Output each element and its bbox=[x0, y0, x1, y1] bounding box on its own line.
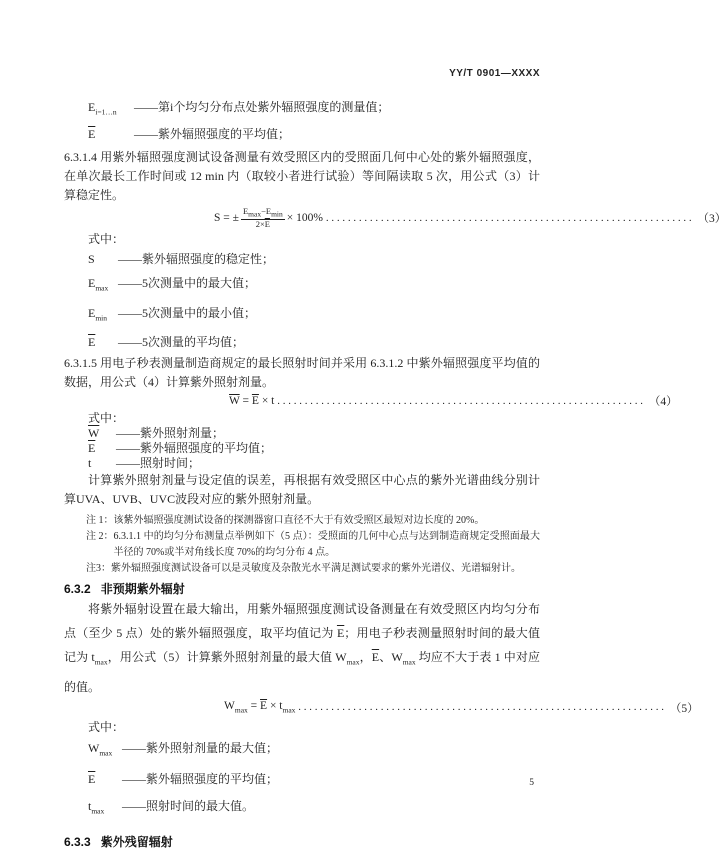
equals: = bbox=[239, 395, 252, 408]
symbol-e-i bbox=[88, 96, 134, 123]
document-body bbox=[64, 96, 726, 850]
symbol-letter: $\overline{E}$ bbox=[88, 127, 96, 142]
num-e1: E bbox=[242, 205, 249, 216]
definition-line bbox=[88, 456, 540, 471]
formula-number: （4） bbox=[648, 396, 678, 409]
symbol-e-max bbox=[88, 271, 118, 300]
definition-text: ——紫外照射剂量； bbox=[116, 426, 225, 441]
definition-line bbox=[88, 247, 540, 271]
e-bar: $\overline{E}$ bbox=[371, 650, 380, 665]
equals: = bbox=[247, 700, 261, 713]
definition-line bbox=[88, 123, 540, 146]
symbol-subscript: i=1…n bbox=[95, 107, 117, 117]
symbol-s bbox=[88, 247, 118, 271]
page-number: 5 bbox=[529, 778, 534, 788]
clause-6-3-1-5: 6.3.1.5 用电子秒表测量制造商规定的最长照射时间并采用 6.3.1.2 中紫外辐照强度平均值的数据，用公式（4）计算紫外照射剂量。 bbox=[64, 356, 540, 390]
symbol-subscript: max bbox=[99, 747, 113, 757]
t-max-subscript: max bbox=[94, 657, 108, 667]
symbol-t-max bbox=[88, 793, 122, 824]
definition-text: ——紫外照射剂量的最大值； bbox=[122, 740, 279, 755]
dot-leader: ................................................................... bbox=[325, 212, 695, 224]
e-bar: $\overline{E}$ bbox=[336, 626, 345, 641]
den-coef: 2× bbox=[255, 219, 265, 230]
definition-text: ——照射时间； bbox=[116, 456, 201, 471]
formula-lhs: S = ± bbox=[214, 212, 239, 225]
fraction-denominator bbox=[241, 220, 285, 230]
definition-line bbox=[88, 793, 540, 824]
symbol-letter: t bbox=[88, 798, 92, 813]
symbol-w-bar bbox=[88, 426, 116, 441]
definition-line bbox=[88, 735, 540, 766]
definition-text: ——照射时间的最大值。 bbox=[122, 798, 255, 813]
definition-text: ——紫外辐照强度的平均值； bbox=[134, 127, 291, 142]
note-1 bbox=[86, 513, 540, 529]
text-run: ；用电子秒表测量照射时间的最大值记为 t bbox=[64, 626, 540, 665]
symbol-letter: $\overline{E}$ bbox=[88, 335, 96, 350]
symbol-e-bar bbox=[88, 123, 134, 146]
symbol-letter: $\overline{W}$ bbox=[88, 426, 100, 441]
symbol-subscript: min bbox=[95, 313, 108, 323]
times-t: × t bbox=[267, 700, 283, 713]
w-max-subscript: max bbox=[402, 657, 416, 667]
symbol-letter: E bbox=[88, 305, 96, 320]
definition-line bbox=[88, 271, 540, 300]
formula-3 bbox=[64, 205, 726, 231]
note-text: 6.3.1.1 中的均匀分布测量点举例如下（5 点）：受照面的几何中心点与达到制造商规定受照面最大半径的 70%或半对角线长度 70%的均匀分布 4 点。 bbox=[113, 531, 540, 559]
symbol-letter: E bbox=[88, 276, 96, 291]
symbol-letter: t bbox=[88, 456, 92, 471]
symbol-e-bar bbox=[88, 766, 122, 793]
definition-text: ——5次测量中的最大值； bbox=[118, 276, 257, 291]
symbol-e-bar bbox=[88, 441, 116, 456]
text-run: 、W bbox=[379, 650, 403, 665]
e-bar: $\overline{E}$ bbox=[251, 395, 259, 408]
symbol-e-min bbox=[88, 301, 118, 330]
text-run: ，用公式（5）计算紫外照射剂量的最大值 W bbox=[107, 650, 347, 665]
where-label: 式中： bbox=[88, 719, 125, 734]
text-run: 将紫外辐射设置在最大输出，用紫外辐照强度测试设备测量在有效受照区内均匀分布点（至少 5 点）处的紫外辐照强度，取平均值记为 bbox=[64, 602, 540, 641]
e-bar: $\overline{E}$ bbox=[260, 700, 268, 713]
symbol-letter: S bbox=[88, 252, 95, 267]
formula-4-body bbox=[229, 395, 274, 407]
section-title: 紫外残留辐射 bbox=[100, 835, 173, 850]
paragraph-6-3-2 bbox=[64, 597, 540, 698]
formula-3-body bbox=[214, 207, 323, 230]
definition-line bbox=[88, 766, 540, 793]
section-number: 6.3.3 bbox=[64, 835, 91, 850]
symbol-subscript: max bbox=[95, 283, 109, 293]
paragraph-dose-error: 计算紫外照射剂量与设定值的误差，再根据有效受照区中心点的紫外光谱曲线分别计算UVA、UVB、UVC波段对应的紫外照射剂量。 bbox=[64, 473, 540, 507]
formula-5-body bbox=[224, 700, 295, 714]
t-subscript: max bbox=[282, 705, 296, 715]
note-text: 紫外辐照强度测试设备可以是灵敏度及杂散光水平满足测试要求的紫外光谱仪、光谱辐射计。 bbox=[111, 563, 521, 575]
definition-text: ——紫外辐照强度的平均值； bbox=[116, 441, 273, 456]
formula-5 bbox=[64, 699, 699, 717]
fraction bbox=[241, 207, 285, 230]
num-sub1: max bbox=[248, 209, 262, 219]
symbol-letter: $\overline{E}$ bbox=[88, 441, 96, 456]
symbol-letter: E bbox=[88, 100, 96, 114]
definition-line bbox=[88, 426, 540, 441]
definition-text: ——紫外辐照强度的平均值； bbox=[122, 771, 279, 786]
w-subscript: max bbox=[234, 705, 248, 715]
section-heading-6-3-3 bbox=[64, 834, 540, 850]
formula-tail: × 100% bbox=[286, 212, 323, 225]
symbol-subscript: max bbox=[91, 806, 105, 816]
note-label: 注3： bbox=[86, 563, 111, 575]
section-title: 非预期紫外辐射 bbox=[100, 582, 185, 597]
text-run: 均应不大于表 1 中对应的值。 bbox=[64, 650, 540, 694]
note-3 bbox=[86, 561, 540, 577]
where-label: 式中： bbox=[88, 411, 125, 426]
num-e2: −E bbox=[261, 205, 272, 216]
definition-line bbox=[88, 441, 540, 456]
formula-4 bbox=[64, 392, 678, 410]
definition-text: ——第i个均匀分布点处紫外辐照强度的测量值； bbox=[134, 100, 390, 114]
definition-text: ——5次测量的平均值； bbox=[118, 335, 245, 350]
symbol-definitions-f3 bbox=[64, 247, 540, 354]
note-label: 注 1： bbox=[86, 515, 114, 527]
clause-6-3-1-4: 6.3.1.4 用紫外辐照强度测试设备测量有效受照区内的受照面几何中心处的紫外辐照强度，在单次最长工作时间或 12 min 内（取较小者进行试验）等间隔读取 5 次，用公式（3）计算稳定性。 bbox=[64, 150, 540, 203]
den-e-bar: $\overline{E}$ bbox=[264, 219, 270, 230]
section-heading-6-3-2 bbox=[64, 581, 540, 597]
note-text: 该紫外辐照强度测试设备的探测器窗口直径不大于有效受照区最短对边长度的 20%。 bbox=[113, 515, 485, 527]
w: W bbox=[224, 700, 235, 713]
symbol-e-bar bbox=[88, 330, 118, 354]
symbol-definitions-f4 bbox=[64, 426, 540, 471]
symbol-letter: $\overline{E}$ bbox=[88, 771, 96, 786]
w-max-subscript: max bbox=[346, 657, 360, 667]
where-label: 式中： bbox=[88, 232, 125, 247]
note-label: 注 2： bbox=[86, 531, 114, 543]
definition-line bbox=[88, 96, 540, 123]
symbol-w-max bbox=[88, 735, 122, 766]
definition-line bbox=[88, 301, 540, 330]
definition-line bbox=[88, 330, 540, 354]
w-bar: $\overline{W}$ bbox=[229, 395, 240, 408]
formula-number: （5） bbox=[669, 702, 699, 715]
notes-block bbox=[64, 513, 540, 577]
formula-number: （3） bbox=[697, 213, 726, 226]
symbol-letter: W bbox=[88, 740, 100, 755]
definition-text: ——5次测量中的最小值； bbox=[118, 305, 257, 320]
doc-code-header: YY/T 0901—XXXX bbox=[449, 68, 540, 79]
symbol-definitions-f5 bbox=[64, 735, 540, 825]
dot-leader: ................................................................... bbox=[298, 702, 667, 714]
section-number: 6.3.2 bbox=[64, 582, 91, 597]
times-t: × t bbox=[258, 395, 275, 408]
dot-leader: ................................................................... bbox=[277, 395, 646, 407]
text-run: ， bbox=[359, 650, 372, 665]
symbol-definitions-top bbox=[64, 96, 540, 146]
num-sub2: min bbox=[271, 209, 283, 219]
symbol-t bbox=[88, 456, 116, 471]
definition-text: ——紫外辐照强度的稳定性； bbox=[118, 252, 275, 267]
note-2 bbox=[86, 529, 540, 561]
